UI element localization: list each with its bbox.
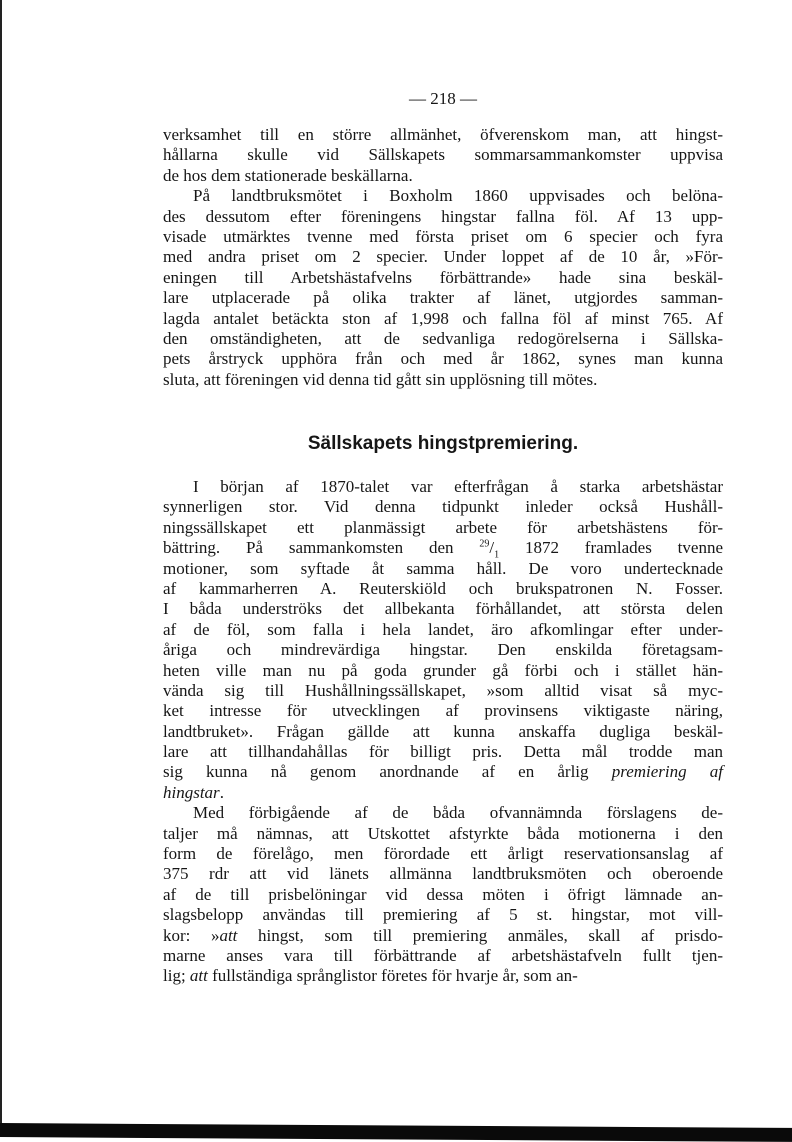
italic-text-run: hingstar [163,782,220,802]
text-line [163,268,723,288]
text-run: lare att tillhandahållas för billigt pris. Detta mål trodde man [163,742,723,762]
text-run: lig; [163,966,190,986]
text-run: åriga och mindrevärdiga hingstar. Den enskilda företagsam- [163,640,723,660]
text-line [163,227,723,247]
text-line [163,125,723,145]
text-line [163,864,723,884]
text-run: taljer må nämnas, att Utskottet afstyrkte båda motionerna i den [163,823,723,843]
body-text-section-b [163,477,723,987]
text-run: lagda antalet betäckta ston af 1,998 och fallna föl af minst 765. Af [163,308,723,328]
text-run: 375 rdr att vid länets allmänna landtbruksmöten och oberoende [163,864,723,884]
page-number: — 218 — [409,89,477,108]
text-run: . [219,782,224,802]
text-run: landtbruket». Frågan gällde att kunna anskaffa dugliga beskäl- [163,721,723,741]
text-line [163,783,723,803]
text-run: marne anses vara till förbättrande af arbetshästafveln fullt tjen- [163,945,723,965]
sub-text: 1 [494,549,500,561]
text-line [163,905,723,925]
text-run: form de förelågo, men förordade ett årligt reservationsanslag af [163,844,723,864]
text-run: På landtbruksmötet i Boxholm 1860 uppvisades och belöna- [193,186,723,206]
text-line [163,599,723,619]
text-run: af kammarherren A. Reuterskiöld och brukspatronen N. Fosser. [163,578,723,598]
text-line [163,349,723,369]
italic-text-run: premiering af [611,762,724,782]
text-run: vända sig till Hushållningssällskapet, »som alltid visat så myc- [163,680,723,700]
text-line [163,166,723,186]
text-line [163,518,723,538]
text-run: eningen till Arbetshästafvelns förbättrande» hade sina beskäl- [163,267,723,287]
text-line [163,722,723,742]
text-run: verksamhet till en större allmänhet, öfverenskom man, att hingst- [163,125,723,144]
text-line [163,538,723,561]
text-line [163,247,723,267]
text-line [163,145,723,165]
scan-left-edge [0,0,2,1131]
text-run: med andra priset om 2 specier. Under loppet af de 10 år, »För- [163,247,723,267]
text-run: den omständigheten, att de sedvanliga redogörelserna i Sällska- [163,328,723,348]
text-line [163,844,723,864]
text-run: heten ville man nu på goda grunder gå förbi och i stället hän- [163,660,723,680]
italic-text-run: att [219,925,238,945]
text-run: synnerligen stor. Vid denna tidpunkt inleder också Hushåll- [163,497,723,517]
text-line [163,329,723,349]
text-line [163,803,723,823]
text-line [163,640,723,660]
italic-text-run: att [189,966,208,986]
text-line [163,620,723,640]
paragraph [163,125,723,186]
text-run: kor: » [163,925,220,945]
text-line [163,885,723,905]
text-line [163,701,723,721]
text-run: slagsbelopp användas till premiering af 5 st. hingstar, mot vill- [163,905,723,925]
sup-text: 29 [479,538,490,550]
scan-bottom-edge [0,1123,792,1142]
text-line [163,477,723,497]
text-run: af de till prisbelöningar vid dessa möten i öfrigt lämnade an- [163,884,723,904]
text-line [163,966,723,986]
text-run: I båda underströks det allbekanta förhållandet, att största delen [163,599,723,619]
text-run: hållarna skulle vid Sällskapets sommarsammankomster uppvisa [163,145,723,165]
text-run: de hos dem stationerade beskällarna. [163,165,413,185]
section-heading: Sällskapets hingstpremiering. [307,433,579,454]
text-line [163,370,723,390]
text-run: lare utplacerade på olika trakter af länet, utgjordes samman- [163,288,723,308]
text-run: ket intresse för utvecklingen af provinsens viktigaste näring, [163,701,723,721]
text-run: Med förbigående af de båda ofvannämnda förslagens de- [193,803,723,823]
text-line [163,661,723,681]
text-run: I början af 1870-talet var efterfrågan å starka arbetshästar [193,477,723,496]
text-run: af de föl, som falla i hela landet, äro afkomlingar efter under- [163,619,723,639]
text-run: ningssällskapet ett planmässigt arbete för arbetshästens för- [163,517,723,537]
text-line [163,824,723,844]
text-run: hingst, som till premiering anmäles, skall af prisdo- [237,925,723,945]
text-line [163,681,723,701]
text-line [163,926,723,946]
text-run: visade utmärktes tvenne med första priset om 6 specier och fyra [163,226,723,246]
text-line [163,762,723,782]
paragraph [163,803,723,987]
text-line [163,579,723,599]
text-run: pets årstryck upphöra från och med år 1862, synes man kunna [163,349,723,369]
text-run: sig kunna nå genom anordnande af en årlig [163,762,612,782]
paragraph [163,186,723,390]
text-run: 1872 framlades tvenne [499,538,723,558]
text-run: fullständiga språnglistor företes för hvarje år, som an- [207,966,578,986]
text-line [163,186,723,206]
text-run: / [489,538,495,558]
text-line [163,288,723,308]
text-line [163,497,723,517]
text-line [163,559,723,579]
text-line [163,742,723,762]
text-line [163,207,723,227]
text-run: sluta, att föreningen vid denna tid gått sin upplösning till mötes. [163,369,598,389]
text-run: des dessutom efter föreningens hingstar fallna föl. Af 13 upp- [163,206,723,226]
text-run: motioner, som syftade åt samma håll. De voro undertecknade [163,558,723,578]
text-line [163,309,723,329]
text-line [163,946,723,966]
text-run: bättring. På sammankomsten den [163,538,480,558]
body-text-section-a [163,125,723,390]
paragraph [163,477,723,803]
